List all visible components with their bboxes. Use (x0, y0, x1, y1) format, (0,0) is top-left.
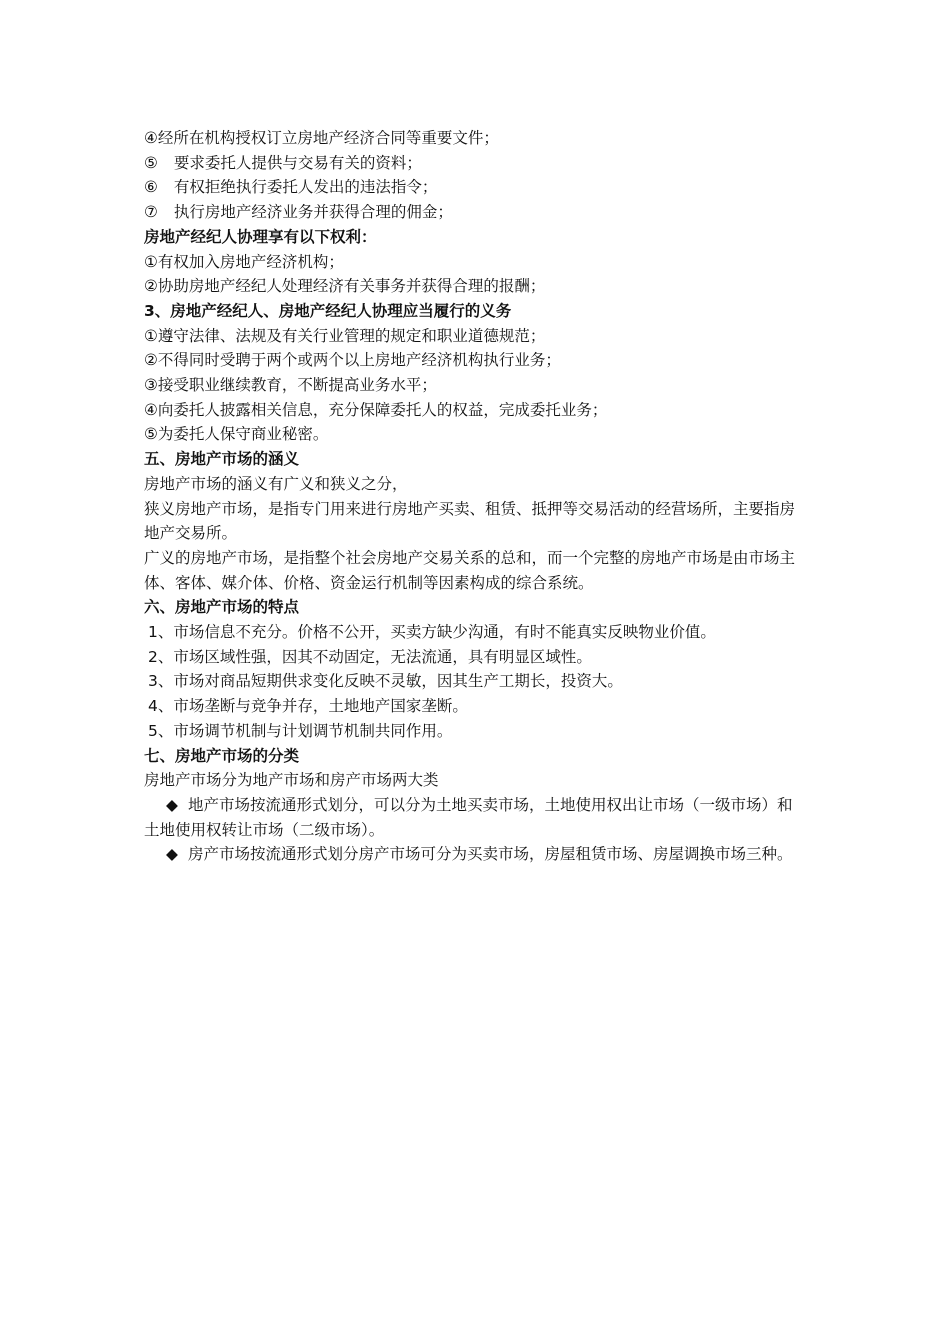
section5-intro: 房地产市场的涵义有广义和狭义之分， (144, 474, 408, 493)
obligations-heading: 3、房地产经纪人、房地产经纪人协理应当履行的义务 (144, 301, 512, 320)
section5-narrow-definition: 狭义房地产市场，是指专门用来进行房地产买卖、租赁、抵押等交易活动的经营场所，主要指房地产交易所。 (144, 499, 796, 543)
agent-right-item-4: ④经所在机构授权订立房地产经济合同等重要文件； (144, 129, 499, 147)
classification-bullet-1: ◆ 地产市场按流通形式划分，可以分为土地买卖市场，土地使用权出让市场（一级市场）和土地使用权转让市场（二级市场）。 (144, 793, 804, 842)
agent-right-item-5: ⑤ 要求委托人提供与交易有关的资料； (144, 153, 422, 172)
agent-right-item-6: ⑥ 有权拒绝执行委托人发出的违法指令； (144, 178, 438, 197)
assistant-rights-heading: 房地产经纪人协理享有以下权利： (144, 227, 377, 246)
obligation-item-5: ⑤为委托人保守商业秘密。 (144, 425, 329, 444)
section7-heading: 七、房地产市场的分类 (144, 746, 300, 765)
diamond-bullet-icon: ◆ (166, 845, 178, 864)
section5-broad-definition: 广义的房地产市场，是指整个社会房地产交易关系的总和，而一个完整的房地产市场是由市场主体、客体、媒介体、价格、资金运行机制等因素构成的综合系统。 (144, 548, 796, 592)
feature-item-3: 3、市场对商品短期供求变化反映不灵敏，因其生产工期长，投资大。 (148, 672, 623, 691)
section7-intro: 房地产市场分为地产市场和房产市场两大类 (144, 771, 439, 790)
obligation-item-4: ④向委托人披露相关信息，充分保障委托人的权益，完成委托业务； (144, 400, 608, 419)
obligation-item-2: ②不得同时受聘于两个或两个以上房地产经济机构执行业务； (144, 351, 561, 370)
obligation-item-1: ①遵守法律、法规及有关行业管理的规定和职业道德规范； (144, 326, 546, 345)
feature-item-4: 4、市场垄断与竞争并存，土地地产国家垄断。 (148, 697, 468, 716)
diamond-bullet-icon: ◆ (166, 795, 178, 814)
feature-item-2: 2、市场区域性强，因其不动固定，无法流通，具有明显区域性。 (148, 647, 592, 666)
assistant-right-item-2: ②协助房地产经纪人处理经济有关事务并获得合理的报酬； (144, 277, 546, 296)
feature-item-5: 5、市场调节机制与计划调节机制共同作用。 (148, 721, 453, 740)
agent-right-item-7: ⑦ 执行房地产经济业务并获得合理的佣金； (144, 203, 453, 222)
classification-bullet-2: ◆ 房产市场按流通形式划分房产市场可分为买卖市场，房屋租赁市场、房屋调换市场三种。 (144, 842, 804, 867)
feature-item-1: 1、市场信息不充分。价格不公开，买卖方缺少沟通，有时不能真实反映物业价值。 (148, 623, 716, 642)
section6-heading: 六、房地产市场的特点 (144, 598, 300, 617)
section5-heading: 五、房地产市场的涵义 (144, 450, 300, 469)
obligation-item-3: ③接受职业继续教育，不断提高业务水平； (144, 376, 437, 395)
assistant-right-item-1: ①有权加入房地产经济机构； (144, 252, 344, 271)
document-page (144, 126, 804, 867)
